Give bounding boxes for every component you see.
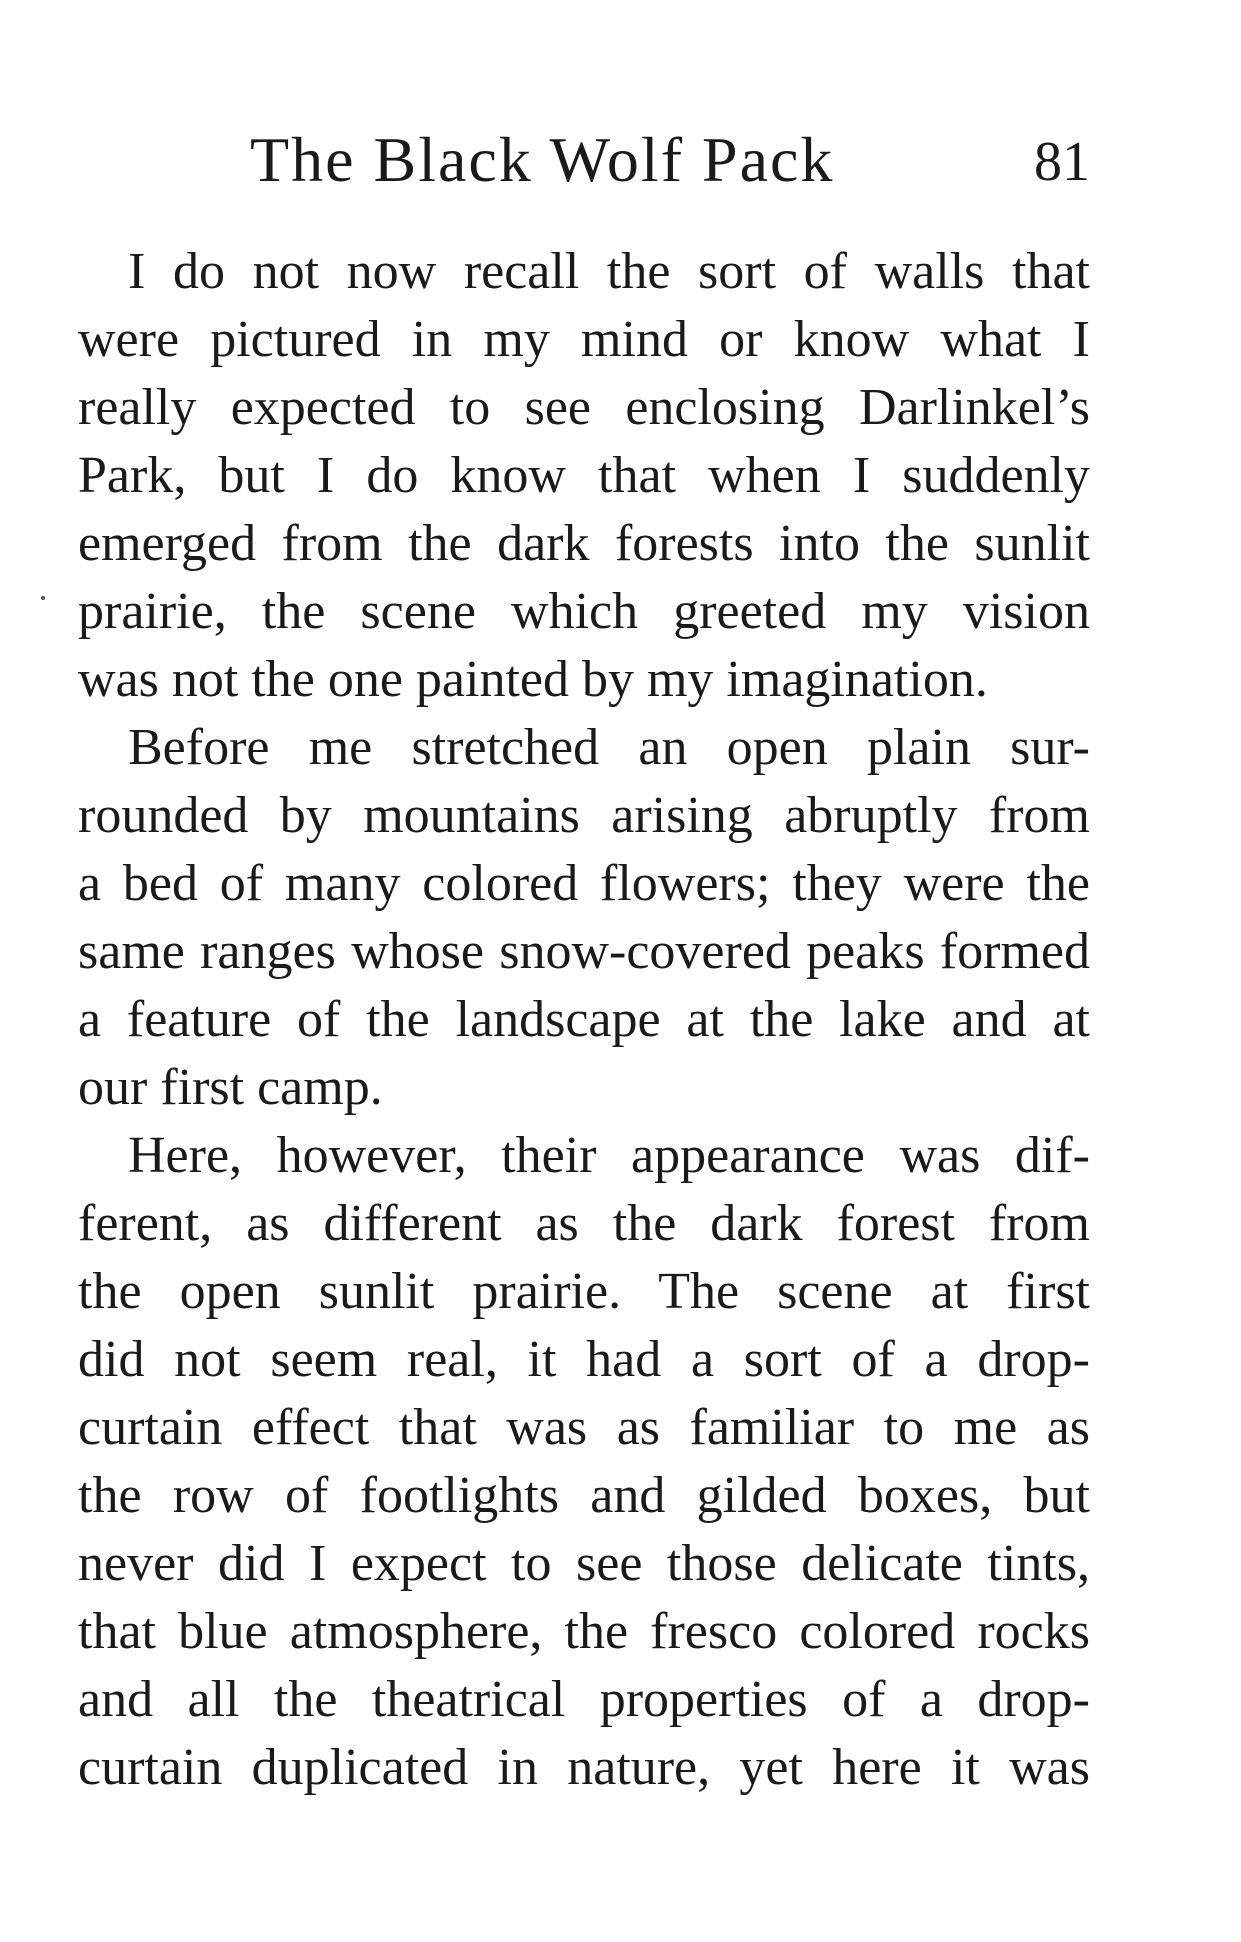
body-text — [78, 238, 1090, 1802]
stray-ink-mark — [41, 596, 45, 600]
text-line: emerged from the dark forests into the sunlit — [78, 515, 1090, 572]
text-line: I do not now recall the sort of walls that — [128, 243, 1090, 300]
running-title: The Black Wolf Pack — [250, 124, 835, 195]
text-line: was not the one painted by my imagination. — [78, 651, 988, 708]
running-head — [250, 120, 1090, 200]
text-line: that blue atmosphere, the fresco colored rocks — [78, 1603, 1090, 1660]
text-line: the row of footlights and gilded boxes, but — [78, 1467, 1090, 1524]
text-line: prairie, the scene which greeted my vision — [78, 583, 1090, 640]
text-line: Here, however, their appearance was dif- — [128, 1127, 1090, 1184]
text-line: and all the theatrical properties of a drop- — [78, 1671, 1090, 1728]
text-line: Park, but I do know that when I suddenly — [78, 447, 1090, 504]
text-line: curtain duplicated in nature, yet here it was — [78, 1739, 1090, 1796]
text-line: curtain effect that was as familiar to me as — [78, 1399, 1090, 1456]
text-line: the open sunlit prairie. The scene at first — [78, 1263, 1090, 1320]
text-line: a feature of the landscape at the lake and at — [78, 991, 1090, 1048]
text-line: ferent, as different as the dark forest from — [78, 1195, 1090, 1252]
text-line: same ranges whose snow-covered peaks formed — [78, 923, 1090, 980]
text-line: our first camp. — [78, 1059, 383, 1116]
text-line: really expected to see enclosing Darlinkel’s — [78, 379, 1090, 436]
text-line: were pictured in my mind or know what I — [78, 311, 1090, 368]
text-line: did not seem real, it had a sort of a drop- — [78, 1331, 1090, 1388]
text-line: rounded by mountains arising abruptly from — [78, 787, 1090, 844]
text-line: Before me stretched an open plain sur- — [128, 719, 1090, 776]
text-line: a bed of many colored flowers; they were the — [78, 855, 1090, 912]
page-number: 81 — [1034, 131, 1090, 193]
text-line: never did I expect to see those delicate tints, — [78, 1535, 1090, 1592]
